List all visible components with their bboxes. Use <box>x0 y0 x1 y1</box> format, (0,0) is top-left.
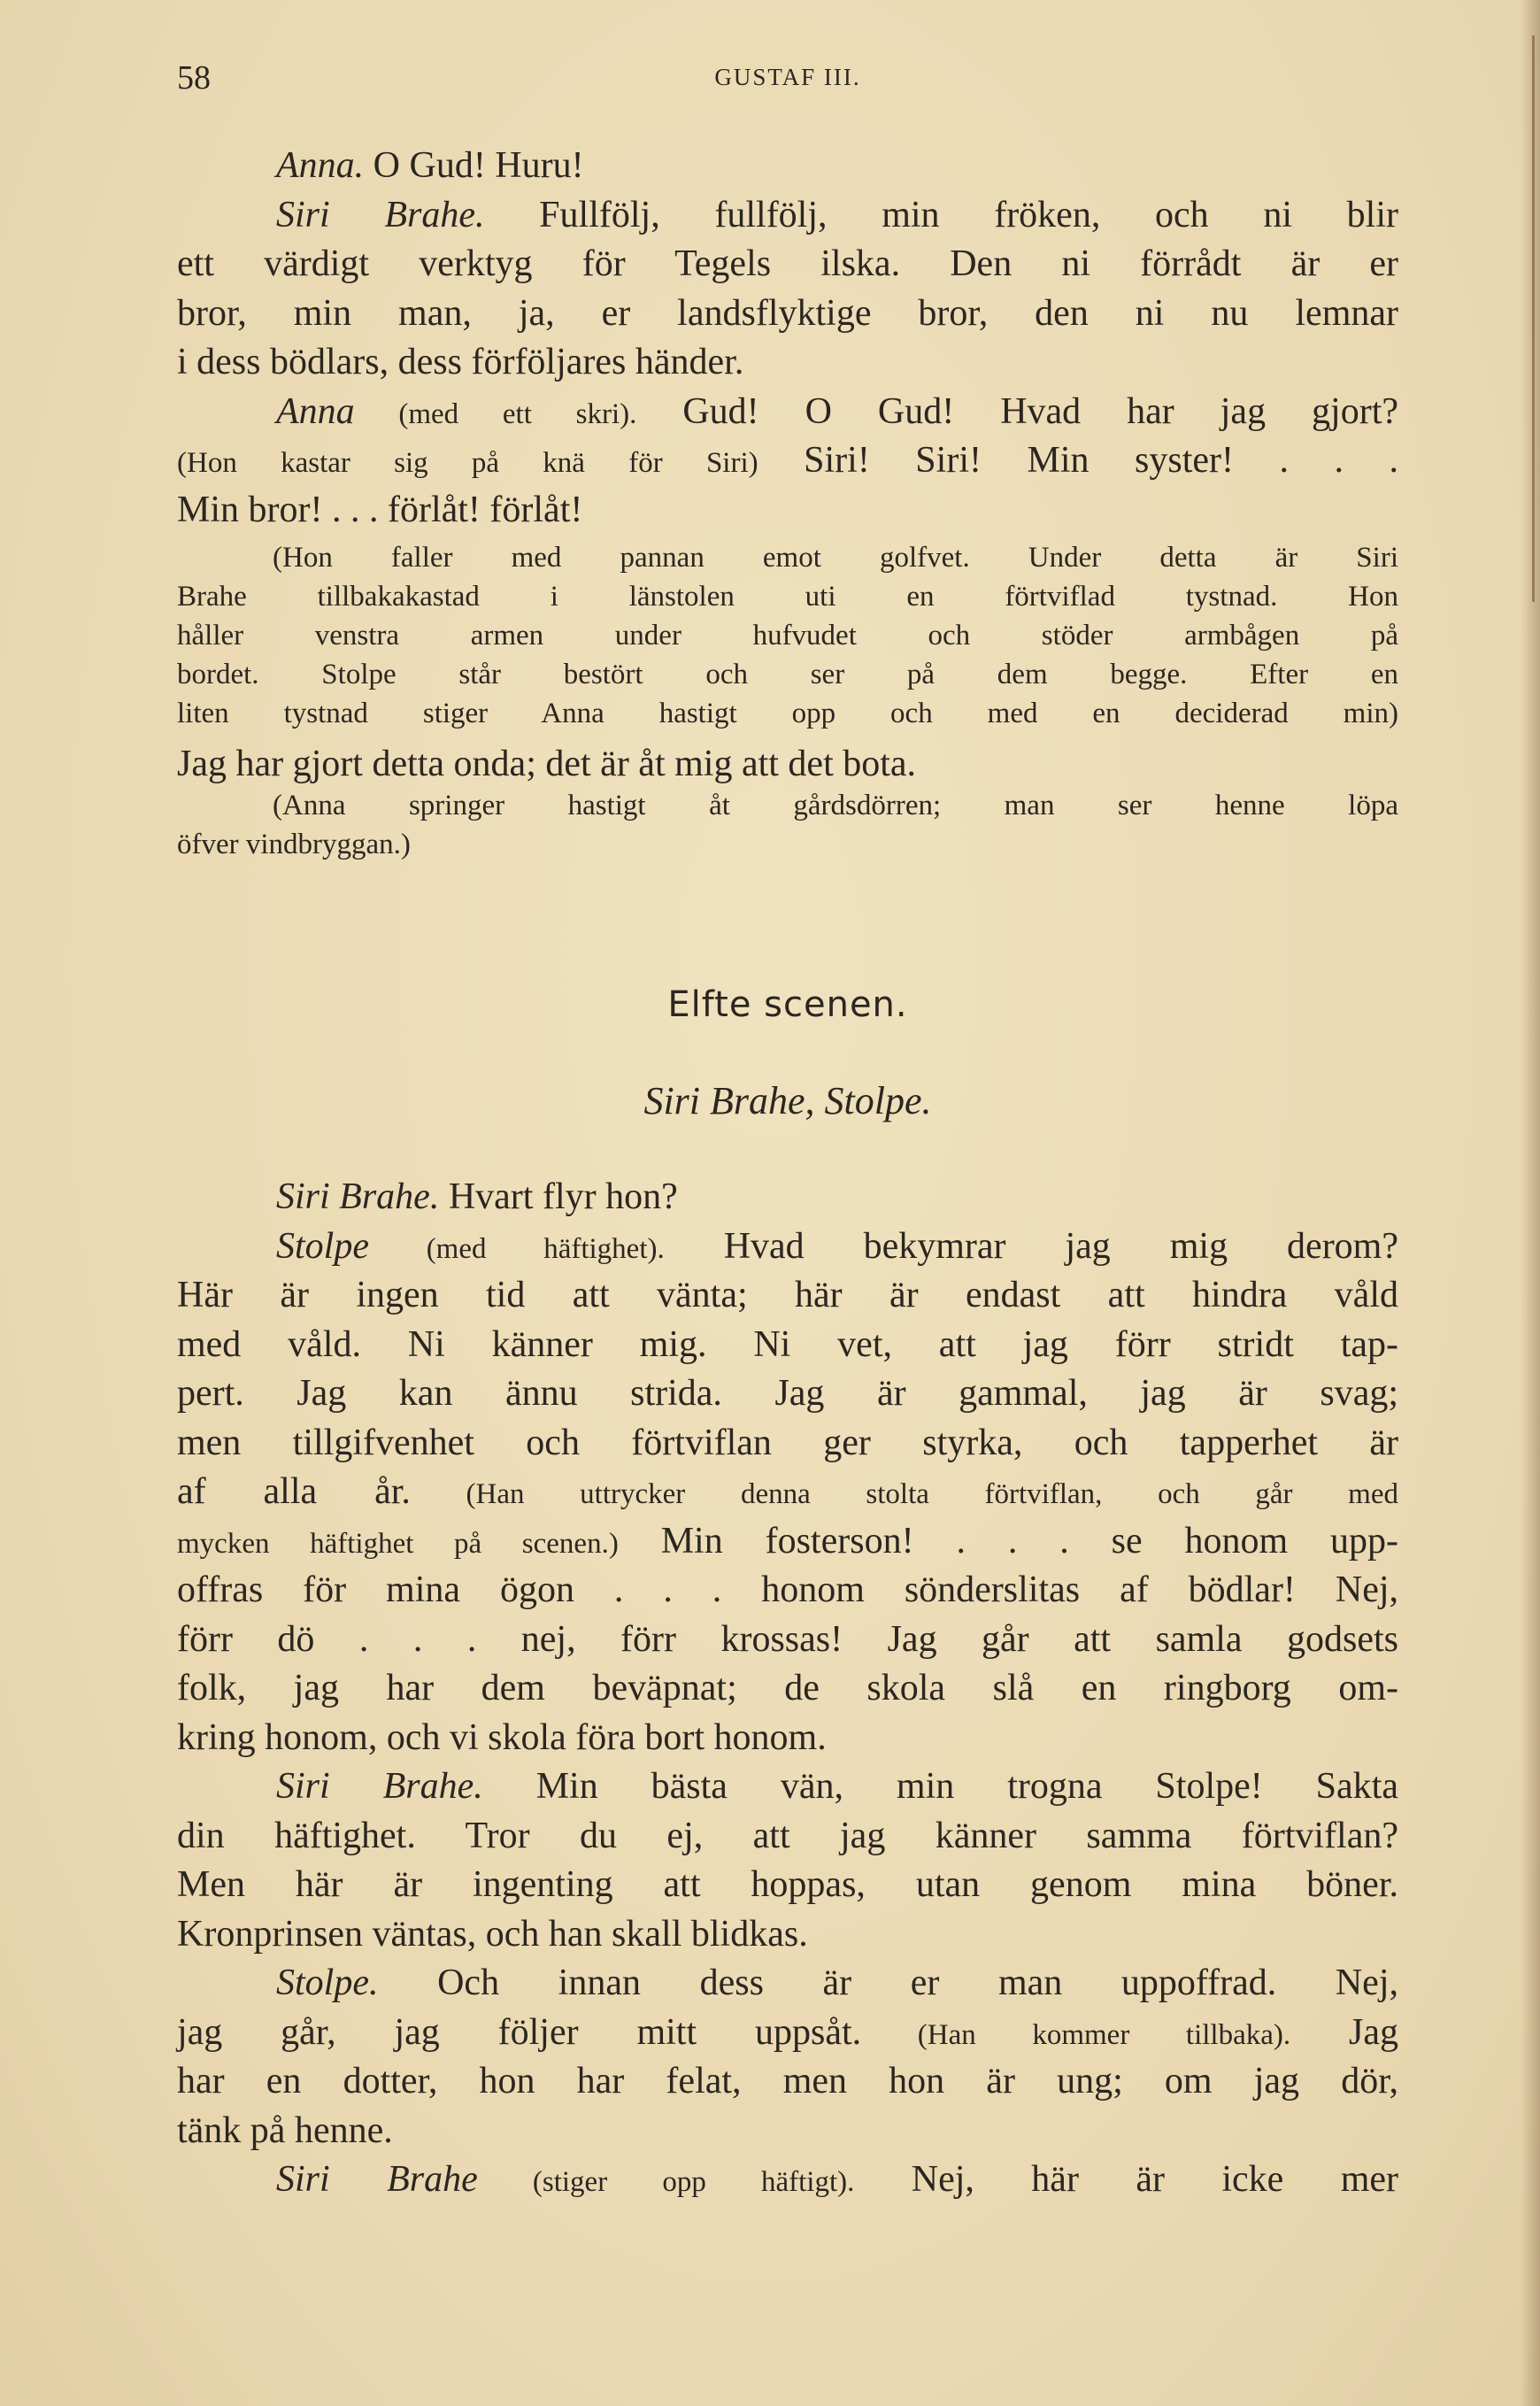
speech-line <box>177 1959 1398 2009</box>
speech-text: Min bästa vän, min trogna Stolpe! Sakta <box>482 1766 1398 1807</box>
speech-line <box>177 436 1398 486</box>
page-header <box>177 58 1398 112</box>
stage-direction-block-2 <box>177 786 1398 864</box>
stage-direction-block-1 <box>177 538 1398 733</box>
speech-line <box>177 2009 1398 2058</box>
speech-line: Kronprinsen väntas, och han skall blidkas. <box>177 1913 808 1955</box>
stage-direction: (Hon kastar sig på knä för Siri) <box>177 447 758 479</box>
speech-text: jag går, jag följer mitt uppsåt. <box>177 2011 862 2053</box>
speech-siri-1 <box>177 1173 1398 1222</box>
speaker-name: Siri Brahe <box>276 2159 478 2200</box>
speech-line <box>177 191 1398 241</box>
speech-line: folk, jag har dem beväpnat; de skola slå en ringborg om- <box>177 1668 1398 1708</box>
dialogue-block-1 <box>177 142 1398 535</box>
speech-line: tänk på henne. <box>177 2109 393 2151</box>
speech-line: men tillgifvenhet och förtviflan ger styrka, och tapperhet är <box>177 1422 1398 1463</box>
speech-line <box>177 1517 1398 1567</box>
speech-line: Men här är ingenting att hoppas, utan genom mina böner. <box>177 1864 1398 1905</box>
speech-line <box>177 1222 1398 1272</box>
speech-line <box>177 1468 1398 1517</box>
dialogue-block-2 <box>177 1173 1398 2205</box>
speaker-name: Anna <box>276 390 355 432</box>
speech-line: i dess bödlars, dess förföljares händer. <box>177 342 744 382</box>
stage-line: (Anna springer hastigt åt gårdsdörren; man ser henne löpa <box>273 790 1398 821</box>
speech-text: Fullfölj, fullfölj, min fröken, och ni blir <box>484 194 1398 235</box>
speech-line: bror, min man, ja, er landsflyktige bror, den ni nu lemnar <box>177 292 1398 334</box>
stage-line: liten tystnad stiger Anna hastigt opp och med en deciderad min) <box>177 698 1398 729</box>
speaker-name: Siri Brahe. <box>276 1766 483 1807</box>
stage-direction: (Han uttrycker denna stolta förtviflan, och går med <box>410 1478 1399 1510</box>
stage-direction: (Han kommer tillbaka). <box>861 2018 1291 2051</box>
page-edge-shadow <box>1521 0 1540 2406</box>
speech-line: ett värdigt verktyg för Tegels ilska. Den ni förrådt är er <box>177 243 1398 284</box>
stage-line: håller venstra armen under hufvudet och stöder armbågen på <box>177 620 1398 652</box>
speech-line: Här är ingen tid att vänta; här är endast att hindra våld <box>177 1275 1398 1315</box>
page-number: 58 <box>177 59 211 96</box>
speech-line <box>177 388 1398 437</box>
speaker-name: Stolpe. <box>276 1963 379 2003</box>
speech-line: har en dotter, hon har felat, men hon är ung; om jag dör, <box>177 2061 1398 2101</box>
stage-direction: (med häftighet). <box>368 1232 665 1265</box>
speech-line: din häftighet. Tror du ej, att jag känner samma förtviflan? <box>177 1815 1398 1856</box>
speech-line: Jag har gjort detta onda; det är åt mig att det bota. <box>177 744 917 784</box>
speech-text: Hvad bekymrar jag mig derom? <box>664 1225 1398 1267</box>
speaker-name: Stolpe <box>276 1225 369 1267</box>
speech-anna-1 <box>177 142 1398 191</box>
speech-text: Gud! O Gud! Hvad har jag gjort? <box>636 390 1399 432</box>
page-edge-line <box>1532 35 1535 602</box>
speaker-name: Anna. <box>276 145 365 186</box>
stage-line: öfver vindbryggan.) <box>177 829 411 860</box>
speech-line: offras för mina ögon . . . honom sönderslitas af bödlar! Nej, <box>177 1569 1398 1610</box>
stage-line: (Hon faller med pannan emot golfvet. Under detta är Siri <box>273 542 1398 574</box>
speech-text: Hvart flyr hon? <box>439 1176 678 1217</box>
speech-text: Och innan dess är er man uppoffrad. Nej, <box>378 1963 1398 2003</box>
speech-text: O Gud! Huru! <box>364 145 584 186</box>
scene-cast: Siri Brahe, Stolpe. <box>643 1079 932 1122</box>
stage-direction: (med ett skri). <box>354 397 637 430</box>
speech-line: pert. Jag kan ännu strida. Jag är gammal, jag är svag; <box>177 1373 1398 1414</box>
speech-text: Jag <box>1290 2011 1398 2053</box>
speech-line: kring honom, och vi skola föra bort honom. <box>177 1716 827 1758</box>
speech-line: förr dö . . . nej, förr krossas! Jag går att samla godsets <box>177 1618 1398 1660</box>
speech-block-jag <box>177 740 1398 790</box>
speech-line: Min bror! . . . förlåt! förlåt! <box>177 489 583 530</box>
speaker-name: Siri Brahe. <box>276 1176 440 1217</box>
speech-line: med våld. Ni känner mig. Ni vet, att jag förr stridt tap- <box>177 1323 1398 1365</box>
speech-text: af alla år. <box>177 1471 411 1512</box>
running-head: GUSTAF III. <box>714 64 861 90</box>
speech-text: Nej, här är icke mer <box>854 2159 1399 2200</box>
stage-direction: mycken häftighet på scenen.) <box>177 1527 619 1560</box>
speaker-name: Siri Brahe. <box>276 194 485 235</box>
stage-line: Brahe tillbakakastad i länstolen uti en förtviflad tystnad. Hon <box>177 581 1398 613</box>
speech-line <box>177 1762 1398 1812</box>
scene-heading: Elfte scenen. <box>667 984 908 1025</box>
speech-text: Siri! Siri! Min syster! . . . <box>758 440 1398 481</box>
stage-direction: (stiger opp häftigt). <box>477 2166 855 2198</box>
stage-line: bordet. Stolpe står bestört och ser på dem begge. Efter en <box>177 659 1398 690</box>
speech-line <box>177 2155 1398 2205</box>
speech-text: Min fosterson! . . . se honom upp- <box>618 1520 1398 1562</box>
